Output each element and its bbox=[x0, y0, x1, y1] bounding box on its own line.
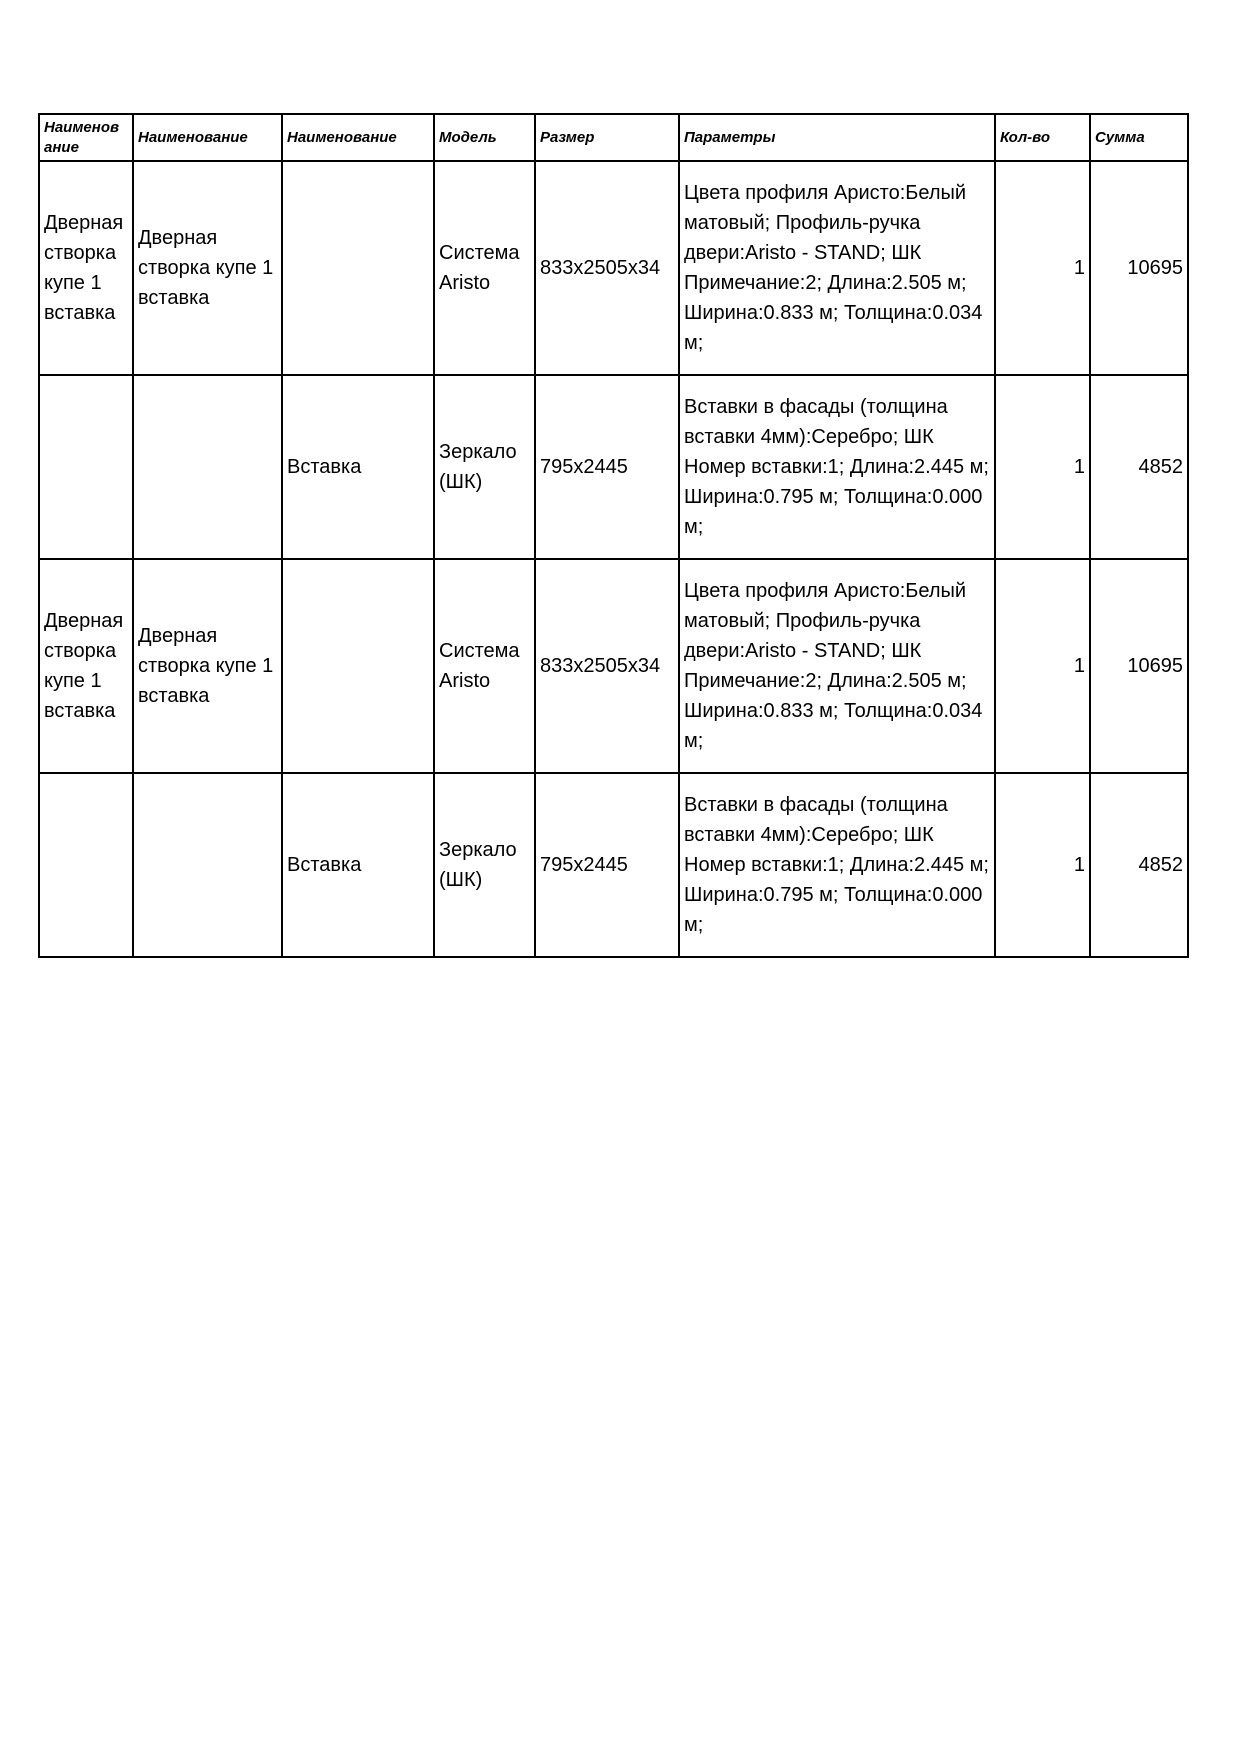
cell-size: 833x2505x34 bbox=[535, 559, 679, 773]
header-name-2: Наименование bbox=[133, 114, 282, 161]
cell-size: 795x2445 bbox=[535, 773, 679, 957]
header-model: Модель bbox=[434, 114, 535, 161]
cell-size: 833x2505x34 bbox=[535, 161, 679, 375]
header-size: Размер bbox=[535, 114, 679, 161]
table-row bbox=[39, 773, 1188, 957]
cell-params: Вставки в фасады (толщина вставки 4мм):Серебро; ШК Номер вставки:1; Длина:2.445 м; Ширина:0.795 м; Толщина:0.000 м; bbox=[679, 375, 995, 559]
cell-qty: 1 bbox=[995, 773, 1090, 957]
header-name-1: Наименов ание bbox=[39, 114, 133, 161]
cell-model: Система Aristo bbox=[434, 161, 535, 375]
cell-name-2 bbox=[133, 773, 282, 957]
cell-model: Зеркало (ШК) bbox=[434, 375, 535, 559]
header-params: Параметры bbox=[679, 114, 995, 161]
cell-qty: 1 bbox=[995, 559, 1090, 773]
cell-name-3: Вставка bbox=[282, 773, 434, 957]
cell-qty: 1 bbox=[995, 375, 1090, 559]
cell-params: Цвета профиля Аристо:Белый матовый; Профиль-ручка двери:Aristo - STAND; ШК Примечание:2; Длина:2.505 м; Ширина:0.833 м; Толщина:0.034 м; bbox=[679, 559, 995, 773]
cell-name-3 bbox=[282, 559, 434, 773]
cell-params: Вставки в фасады (толщина вставки 4мм):Серебро; ШК Номер вставки:1; Длина:2.445 м; Ширина:0.795 м; Толщина:0.000 м; bbox=[679, 773, 995, 957]
table-row bbox=[39, 559, 1188, 773]
cell-model: Зеркало (ШК) bbox=[434, 773, 535, 957]
cell-sum: 10695 bbox=[1090, 161, 1188, 375]
cell-name-1: Дверная створка купе 1 вставка bbox=[39, 161, 133, 375]
cell-name-2: Дверная створка купе 1 вставка bbox=[133, 559, 282, 773]
cell-name-3 bbox=[282, 161, 434, 375]
cell-sum: 4852 bbox=[1090, 375, 1188, 559]
cell-name-1: Дверная створка купе 1 вставка bbox=[39, 559, 133, 773]
header-qty: Кол-во bbox=[995, 114, 1090, 161]
cell-sum: 4852 bbox=[1090, 773, 1188, 957]
table-row bbox=[39, 375, 1188, 559]
cell-name-3: Вставка bbox=[282, 375, 434, 559]
cell-name-1 bbox=[39, 375, 133, 559]
cell-model: Система Aristo bbox=[434, 559, 535, 773]
cell-qty: 1 bbox=[995, 161, 1090, 375]
cell-name-2 bbox=[133, 375, 282, 559]
header-name-3: Наименование bbox=[282, 114, 434, 161]
table-header-row bbox=[39, 114, 1188, 161]
cell-name-2: Дверная створка купе 1 вставка bbox=[133, 161, 282, 375]
table-row bbox=[39, 161, 1188, 375]
cell-sum: 10695 bbox=[1090, 559, 1188, 773]
order-spec-table bbox=[38, 113, 1189, 958]
cell-size: 795x2445 bbox=[535, 375, 679, 559]
cell-params: Цвета профиля Аристо:Белый матовый; Профиль-ручка двери:Aristo - STAND; ШК Примечание:2; Длина:2.505 м; Ширина:0.833 м; Толщина:0.034 м; bbox=[679, 161, 995, 375]
header-sum: Сумма bbox=[1090, 114, 1188, 161]
cell-name-1 bbox=[39, 773, 133, 957]
